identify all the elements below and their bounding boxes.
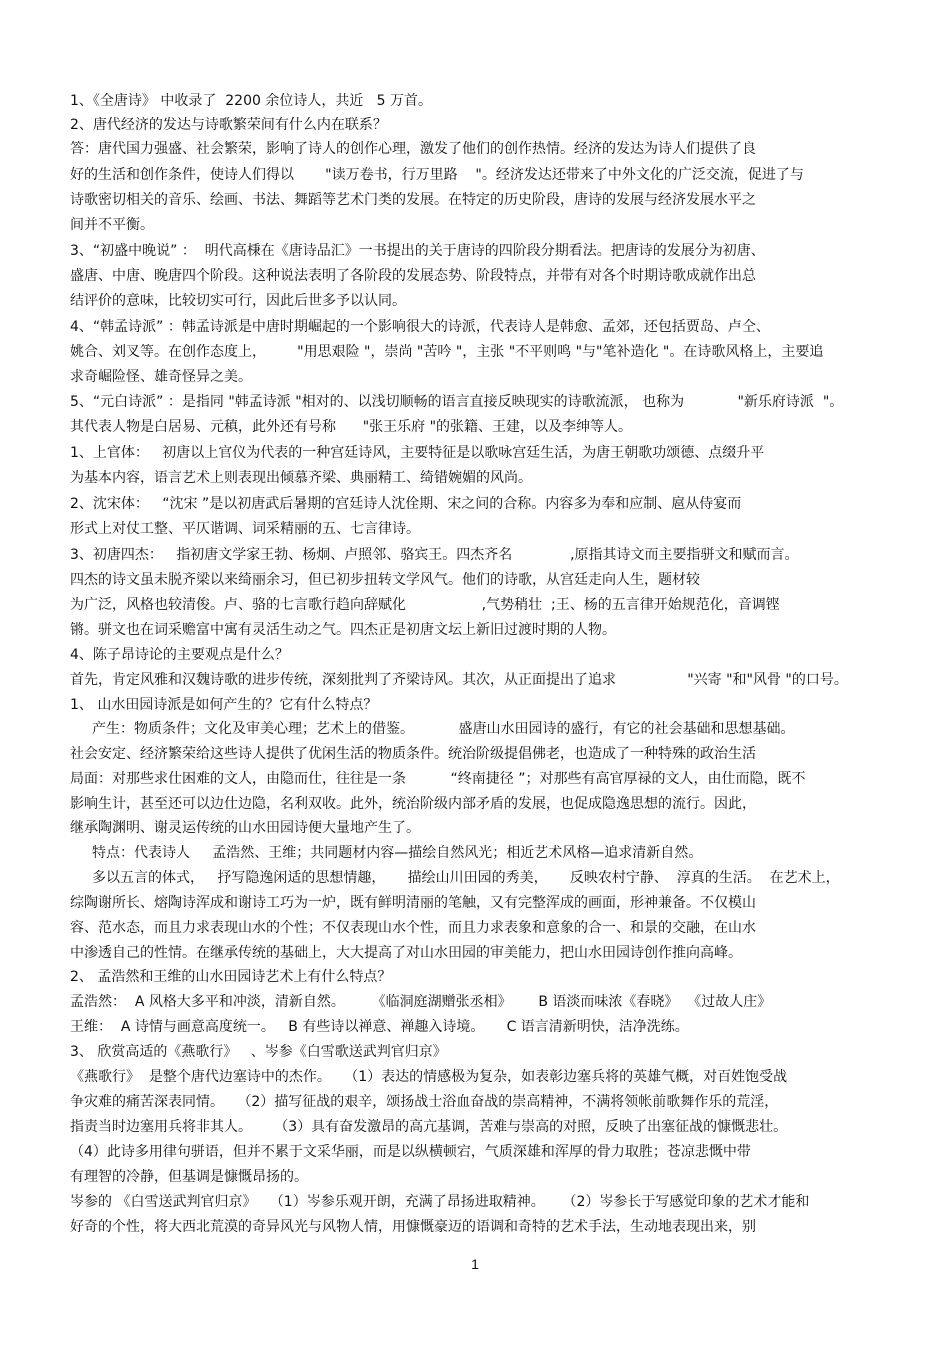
text-line: 产生：物质条件；文化及审美心理；艺术上的借鉴。 盛唐山水田园诗的盛行，有它的社会基础和思想基础。 (92, 721, 795, 737)
text-line: （4）此诗多用律句骈语，但并不累于文采华丽，而是以纵横顿宕，气质深雄和浑厚的骨力取胜；苍凉悲慨中带 (70, 1144, 751, 1160)
text-line: 姚合、刘叉等。在创作态度上， "用思艰险 "，崇尚 "苦吟 "，主张 "不平则鸣 "与"笔补造化 "。在诗歌风格上，主要追 (70, 344, 824, 360)
text-line: 为广泛，风格也较清俊。卢、骆的七言歌行趋向辞赋化 ,气势稍壮 ;王、杨的五言律开始规范化，音调铿 (70, 597, 780, 613)
text-line: 好的生活和创作条件，使诗人们得以 "读万卷书，行万里路 "。经济发达还带来了中外文化的广泛交流，促进了与 (70, 167, 804, 183)
text-line: 3、“初盛中晚说” ： 明代高棅在《唐诗品汇》一书提出的关于唐诗的四阶段分期看法。把唐诗的发展分为初唐、 (70, 243, 765, 259)
text-line: 孟浩然： A 风格大多平和冲淡，清新自然。 《临洞庭湖赠张丞相》 B 语淡而味浓《春晓》 《过故人庄》 (70, 994, 772, 1010)
text-line: 诗歌密切相关的音乐、绘画、书法、舞蹈等艺术门类的发展。在特定的历史阶段，唐诗的发展与经济发展水平之 (70, 192, 756, 208)
text-line: 2、沈宋体： “沈宋 ”是以初唐武后暑期的宫廷诗人沈佺期、宋之问的合称。内容多为奉和应制、扈从侍宴而 (70, 496, 742, 512)
text-line: 局面：对那些求仕困难的文人，由隐而仕，往往是一条 “终南捷径 ”；对那些有高官厚禄的文人，由仕而隐，既不 (70, 771, 806, 787)
text-line: 指责当时边塞用兵将非其人。 （3）具有奋发激昂的高亢基调，苦难与崇高的对照，反映了出塞征战的慷慨悲壮。 (70, 1119, 788, 1135)
text-line: 形式上对仗工整、平仄谐调、词采精丽的五、七言律诗。 (70, 521, 420, 537)
text-line: 盛唐、中唐、晚唐四个阶段。这种说法表明了各阶段的发展态势、阶段特点，并带有对各个时期诗歌成就作出总 (70, 268, 756, 284)
text-line: 4、“韩孟诗派” ：韩孟诗派是中唐时期崛起的一个影响很大的诗派，代表诗人是韩愈、孟郊，还包括贾岛、卢仝、 (70, 319, 770, 335)
text-line: 继承陶渊明、谢灵运传统的山水田园诗便大量地产生了。 (70, 820, 420, 836)
text-line: 4、陈子昂诗论的主要观点是什么？ (70, 647, 289, 663)
text-line: 岑参的 《白雪送武判官归京》 （1）岑参乐观开朗，充满了昂扬进取精神。 （2）岑参长于写感觉印象的艺术才能和 (70, 1194, 810, 1210)
text-line: 其代表人物是白居易、元稹，此外还有号称 "张王乐府 "的张籍、王建，以及李绅等人。 (70, 419, 633, 435)
text-line: 中渗透自己的性情。在继承传统的基础上，大大提高了对山水田园的审美能力，把山水田园诗创作推向高峰。 (70, 945, 742, 961)
text-line: 多以五言的体式， 抒写隐逸闲适的思想情趣， 描绘山川田园的秀美， 反映农村宁静、 淳真的生活。 在艺术上， (92, 870, 840, 886)
text-line: 5、“元白诗派” ：是指同 "韩孟诗派 "相对的、以浅切顺畅的语言直接反映现实的诗歌流派， 也称为 "新乐府诗派 "。 (70, 394, 844, 410)
text-line: 四杰的诗文虽未脱齐梁以来绮丽余习，但已初步扭转文学风气。他们的诗歌，从宫廷走向人生，题材较 (70, 572, 700, 588)
text-line: 好奇的个性，将大西北荒漠的奇异风光与风物人情，用慷慨豪迈的语调和奇特的艺术手法，生动地表现出来，别 (70, 1219, 756, 1235)
text-line: 《燕歌行》 是整个唐代边塞诗中的杰作。 （1）表达的情感极为复杂，如表彰边塞兵将的英雄气概，对百姓饱受战 (70, 1069, 788, 1085)
page-number: 1 (471, 1256, 479, 1272)
text-line: 为基本内容，语言艺术上则表现出倾慕齐梁、典丽精工、绮错婉媚的风尚。 (70, 470, 532, 486)
text-line: 容、范水态，而且力求表现山水的个性；不仅表现山水个性，而且力求表象和意象的合一、和景的交融，在山水 (70, 920, 756, 936)
text-line: 特点：代表诗人 孟浩然、王维；共同题材内容—描绘自然风光；相近艺术风格—追求清新自然。 (92, 845, 703, 861)
text-line: 间并不平衡。 (70, 217, 154, 233)
text-line: 1、《全唐诗》 中收录了 2200 余位诗人，共近 5 万首。 (70, 93, 433, 109)
text-line: 答：唐代国力强盛、社会繁荣，影响了诗人的创作心理，激发了他们的创作热情。经济的发达为诗人们提供了良 (70, 141, 756, 157)
text-line: 1、上官体： 初唐以上官仪为代表的一种宫廷诗风，主要特征是以歌咏宫廷生活，为唐王朝歌功颂德、点缀升平 (70, 445, 765, 461)
text-line: 1、 山水田园诗派是如何产生的？它有什么特点？ (70, 697, 378, 713)
text-line: 社会安定、经济繁荣给这些诗人提供了优闲生活的物质条件。统治阶级提倡佛老，也造成了一种特殊的政治生活 (70, 746, 756, 762)
text-line: 综陶谢所长、熔陶诗浑成和谢诗工巧为一炉，既有鲜明清丽的笔触，又有完整浑成的画面，形神兼备。不仅模山 (70, 895, 756, 911)
text-line: 首先，肯定风雅和汉魏诗歌的进步传统，深刻批判了齐梁诗风。其次，从正面提出了追求 "兴寄 "和"风骨 "的口号。 (70, 672, 848, 688)
text-line: 2、唐代经济的发达与诗歌繁荣间有什么内在联系？ (70, 117, 387, 133)
text-line: 王维： A 诗情与画意高度统一。 B 有些诗以禅意、禅趣入诗境。 C 语言清新明快，洁净洗练。 (70, 1019, 689, 1035)
text-line: 争灾难的痛苦深表同情。 （2）描写征战的艰辛，颂扬战士浴血奋战的崇高精神，不满将领帐前歌舞作乐的荒淫， (70, 1094, 779, 1110)
text-line: 结评价的意味，比较切实可行，因此后世多予以认同。 (70, 293, 406, 309)
text-line: 2、 孟浩然和王维的山水田园诗艺术上有什么特点？ (70, 969, 392, 985)
text-line: 3、 欣赏高适的《燕歌行》 、岑参《白雪歌送武判官归京》 (70, 1044, 447, 1060)
text-line: 求奇崛险怪、雄奇怪异之美。 (70, 369, 252, 385)
text-line: 影响生计，甚至还可以边仕边隐，名利双收。此外，统治阶级内部矛盾的发展，也促成隐逸思想的流行。因此， (70, 796, 756, 812)
text-line: 锵。骈文也在词采赡富中寓有灵活生动之气。四杰正是初唐文坛上新旧过渡时期的人物。 (70, 622, 616, 638)
text-line: 3、初唐四杰： 指初唐文学家王勃、杨炯、卢照邻、骆宾王。四杰齐名 ,原指其诗文而主要指骈文和赋而言。 (70, 547, 799, 563)
text-line: 有理智的冷静，但基调是慷慨昂扬的。 (70, 1169, 308, 1185)
